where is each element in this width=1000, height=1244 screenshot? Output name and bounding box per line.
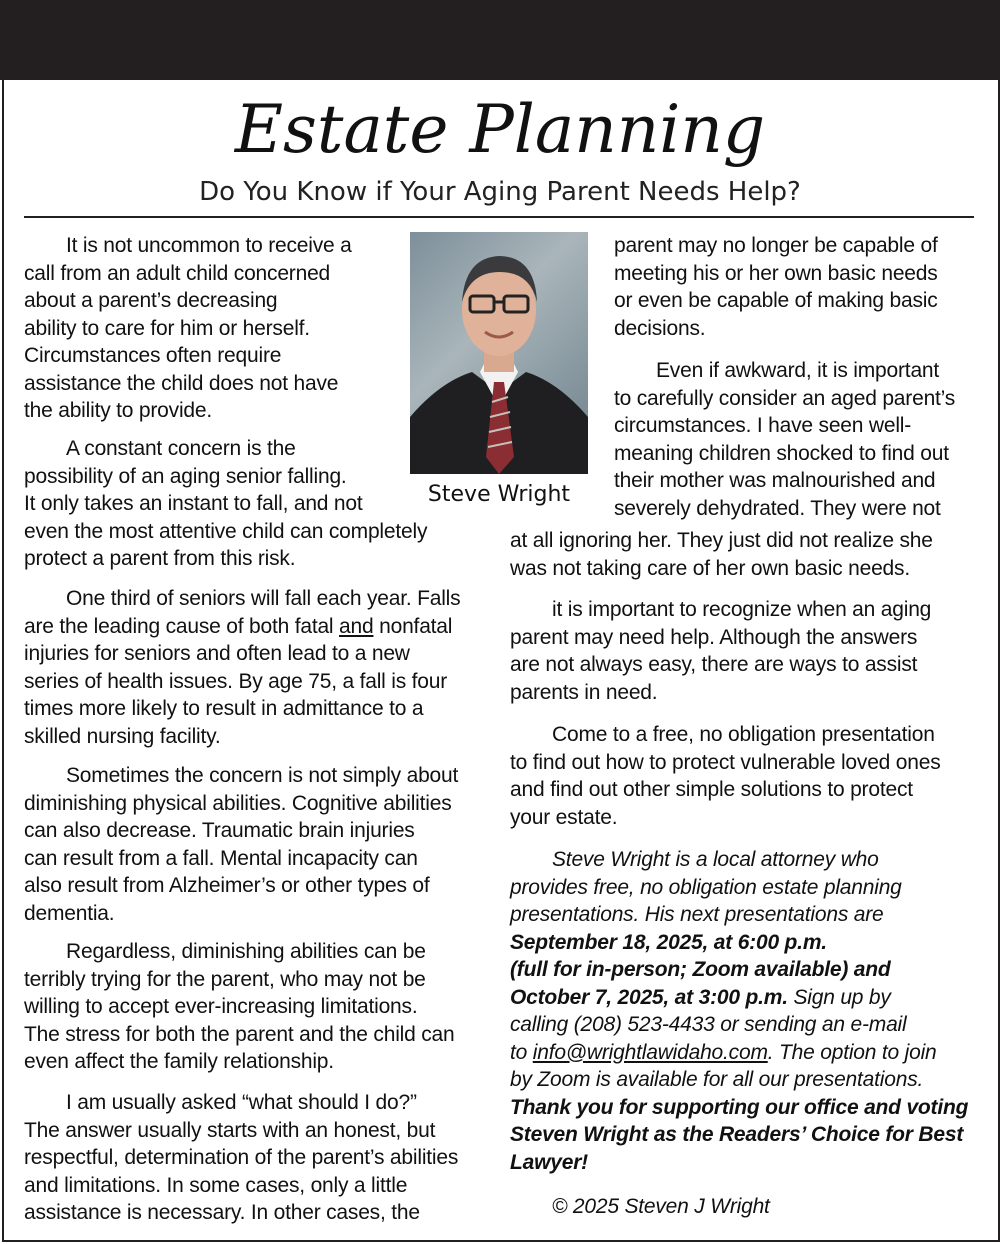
body-line: decisions. (614, 316, 706, 340)
body-line: severely dehydrated. They were not (614, 496, 941, 520)
event-date-2: October 7, 2025, at 3:00 p.m. (510, 985, 788, 1009)
body-line: the ability to provide. (24, 399, 213, 422)
body-line: skilled nursing facility. (24, 724, 221, 748)
body-line: are not always easy, there are ways to assist (510, 653, 918, 676)
bio-line: Steve Wright is a local attorney who (552, 848, 879, 871)
body-line: injuries for seniors and often lead to a new (24, 642, 410, 665)
body-line: The stress for both the parent and the child can (24, 1022, 455, 1046)
event-note: (full for in-person; Zoom available) and (510, 958, 891, 981)
portrait-illustration (410, 232, 588, 474)
body-line: It is not uncommon to receive a (66, 234, 352, 257)
body-line: call from an adult child concerned (24, 261, 331, 285)
email-link[interactable]: info@wrightlawidaho.com (532, 1040, 768, 1064)
body-line: parents in need. (510, 680, 658, 704)
title-rule (24, 216, 974, 218)
body-line: series of health issues. By age 75, a fall is four (24, 669, 448, 693)
body-line: assistance the child does not have (24, 371, 339, 395)
body-line: even affect the family relationship. (24, 1050, 334, 1073)
body-line: assistance is necessary. In other cases, the (24, 1201, 420, 1224)
body-line: or even be capable of making basic (614, 289, 938, 312)
page-subtitle: Do You Know if Your Aging Parent Needs Help? (199, 177, 801, 207)
body-line: their mother was malnourished and (614, 469, 936, 492)
body-line: The answer usually starts with an honest, but (24, 1118, 436, 1142)
body-line: are the leading cause of both fatal and nonfatal (24, 614, 453, 638)
body-line: even the most attentive child can completely (24, 519, 428, 543)
thanks-line: Lawyer! (510, 1150, 588, 1174)
event-date-1: September 18, 2025, at 6:00 p.m. (510, 930, 827, 954)
body-line: diminishing physical abilities. Cognitive abilities (24, 791, 452, 815)
thanks-line: Thank you for supporting our office and voting (510, 1095, 969, 1119)
body-line: A constant concern is the (66, 437, 296, 460)
copyright: © 2025 Steven J Wright (552, 1195, 770, 1218)
body-line: terribly trying for the parent, who may not be (24, 967, 426, 991)
body-line: to find out how to protect vulnerable loved ones (510, 750, 941, 774)
bio-line: provides free, no obligation estate planning (510, 875, 902, 899)
body-line: It only takes an instant to fall, and not (24, 492, 363, 515)
photo-caption: Steve Wright (427, 482, 571, 507)
body-line: Sometimes the concern is not simply about (66, 764, 459, 787)
emphasis-and: and (339, 614, 374, 638)
top-banner (0, 0, 1000, 80)
body-line: parent may no longer be capable of (614, 234, 938, 257)
thanks-line: Steven Wright as the Readers’ Choice for Best (510, 1123, 964, 1146)
body-line: can also decrease. Traumatic brain injuries (24, 819, 415, 842)
bio-line: by Zoom is available for all our presentations. (510, 1068, 924, 1091)
body-line: about a parent’s decreasing (24, 289, 278, 312)
page-title: Estate Planning (234, 91, 766, 168)
body-line: at all ignoring her. They just did not realize she (510, 529, 933, 552)
body-line: dementia. (24, 901, 115, 925)
body-line: respectful, determination of the parent’s abilities (24, 1146, 459, 1169)
body-line: can result from a fall. Mental incapacity can (24, 846, 418, 870)
body-line: ability to care for him or herself. (24, 316, 310, 340)
body-line: Even if awkward, it is important (656, 359, 940, 382)
body-line: One third of seniors will fall each year. Falls (66, 587, 461, 610)
body-line: possibility of an aging senior falling. (24, 464, 347, 488)
body-line: to carefully consider an aged parent’s (614, 386, 956, 410)
bio-line: October 7, 2025, at 3:00 p.m. Sign up by (510, 985, 891, 1009)
body-line: also result from Alzheimer’s or other types of (24, 874, 430, 897)
body-line: and limitations. In some cases, only a little (24, 1173, 408, 1197)
body-line: circumstances. I have seen well- (614, 414, 912, 437)
body-line: Come to a free, no obligation presentation (552, 723, 935, 746)
body-line: I am usually asked “what should I do?” (66, 1091, 417, 1114)
body-line: Regardless, diminishing abilities can be (66, 940, 426, 963)
bio-line: calling (208) 523-4433 or sending an e-mail (510, 1013, 907, 1036)
bio-line: presentations. His next presentations are (510, 903, 884, 926)
body-line: it is important to recognize when an aging (552, 598, 932, 621)
body-line: was not taking care of her own basic needs. (510, 556, 910, 580)
body-line: Circumstances often require (24, 344, 282, 367)
body-line: meeting his or her own basic needs (614, 261, 938, 285)
body-line: and find out other simple solutions to protect (510, 778, 913, 801)
author-photo (410, 232, 588, 474)
body-line: protect a parent from this risk. (24, 547, 296, 570)
bio-line: to info@wrightlawidaho.com. The option to join (510, 1040, 937, 1064)
body-line: times more likely to result in admittance to a (24, 697, 424, 720)
body-line: your estate. (510, 805, 618, 829)
body-line: parent may need help. Although the answers (510, 625, 918, 649)
body-line: meaning children shocked to find out (614, 441, 949, 465)
body-line: willing to accept ever-increasing limitations. (24, 995, 418, 1018)
